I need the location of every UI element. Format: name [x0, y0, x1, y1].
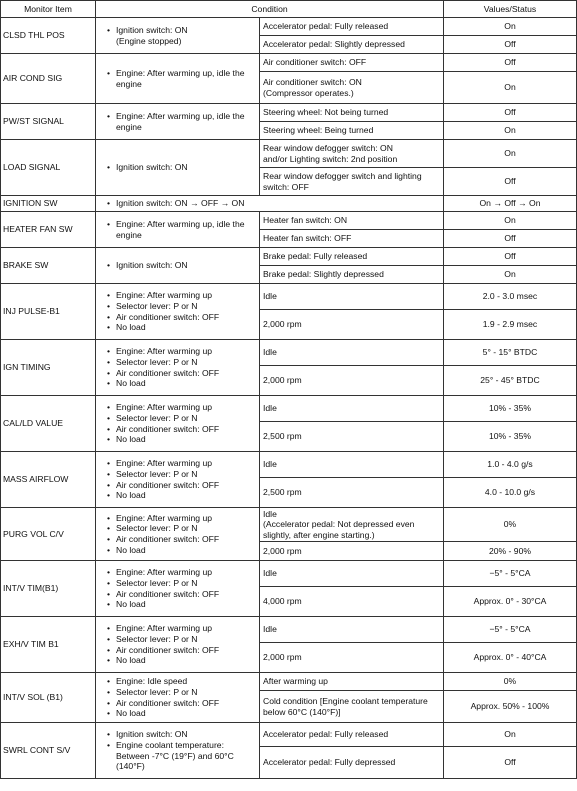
value-status: 0% [444, 673, 577, 691]
sub-condition: 2,000 rpm [260, 366, 444, 396]
monitor-item: INT/V SOL (B1) [1, 673, 96, 723]
sub-condition: 2,000 rpm [260, 542, 444, 561]
sub-condition: Rear window defogger switch and lighting switch: OFF [260, 168, 444, 196]
condition-cell [96, 248, 260, 284]
table-row [1, 196, 577, 212]
condition-item: • Selector lever: P or N [107, 413, 256, 424]
condition-item: • Selector lever: P or N [107, 357, 256, 368]
condition-item: • Engine coolant temperature: Between -7°C (19°F) and 60°C (140°F) [107, 740, 256, 772]
condition-item: • Air conditioner switch: OFF [107, 534, 256, 545]
monitor-item: MASS AIRFLOW [1, 452, 96, 508]
table-row [1, 452, 577, 478]
sub-condition: Steering wheel: Not being turned [260, 104, 444, 122]
sub-condition: 2,500 rpm [260, 478, 444, 508]
condition-item: • Selector lever: P or N [107, 634, 256, 645]
condition-item: • Engine: After warming up [107, 623, 256, 634]
table-row [1, 212, 577, 230]
condition-list [99, 729, 256, 771]
condition-list [99, 219, 256, 240]
condition-item: • Air conditioner switch: OFF [107, 698, 256, 709]
value-status: −5° - 5°CA [444, 617, 577, 643]
condition-list [99, 346, 256, 388]
table-row [1, 284, 577, 310]
condition-item: • No load [107, 434, 256, 445]
condition-item: • No load [107, 545, 256, 556]
monitor-item: BRAKE SW [1, 248, 96, 284]
condition-item: • Ignition switch: ON → OFF → ON [107, 198, 440, 209]
monitor-item: INT/V TIM(B1) [1, 561, 96, 617]
condition-cell [96, 54, 260, 104]
table-row [1, 18, 577, 36]
sub-condition: Accelerator pedal: Slightly depressed [260, 36, 444, 54]
condition-item: • Air conditioner switch: OFF [107, 645, 256, 656]
value-status: 1.0 - 4.0 g/s [444, 452, 577, 478]
condition-item: • No load [107, 322, 256, 333]
table-row [1, 140, 577, 168]
value-status: Off [444, 747, 577, 779]
sub-condition: Accelerator pedal: Fully depressed [260, 747, 444, 779]
value-status: On [444, 723, 577, 747]
value-status: On [444, 122, 577, 140]
condition-item: • Selector lever: P or N [107, 523, 256, 534]
monitor-item: IGNITION SW [1, 196, 96, 212]
value-status: 1.9 - 2.9 msec [444, 310, 577, 340]
sub-condition: Idle [260, 617, 444, 643]
sub-condition: 2,000 rpm [260, 310, 444, 340]
monitor-item: AIR COND SIG [1, 54, 96, 104]
value-status: 25° - 45° BTDC [444, 366, 577, 396]
value-status: Off [444, 230, 577, 248]
condition-cell [96, 723, 260, 779]
value-status: −5° - 5°CA [444, 561, 577, 587]
condition-item: • Ignition switch: ON (Engine stopped) [107, 25, 256, 46]
table-row [1, 340, 577, 366]
sub-condition: Accelerator pedal: Fully released [260, 723, 444, 747]
condition-item: • Selector lever: P or N [107, 301, 256, 312]
monitor-item: PURG VOL C/V [1, 508, 96, 561]
condition-cell [96, 561, 260, 617]
table-row [1, 673, 577, 691]
condition-list [99, 623, 256, 665]
value-status: Off [444, 104, 577, 122]
condition-cell [96, 673, 260, 723]
table-row [1, 508, 577, 542]
condition-list [99, 111, 256, 132]
monitor-item: CAL/LD VALUE [1, 396, 96, 452]
value-status: On [444, 140, 577, 168]
value-status: Off [444, 168, 577, 196]
sub-condition: Brake pedal: Fully released [260, 248, 444, 266]
condition-item: • No load [107, 708, 256, 719]
value-status: Approx. 0° - 30°CA [444, 587, 577, 617]
sub-condition: Brake pedal: Slightly depressed [260, 266, 444, 284]
condition-list [99, 458, 256, 500]
condition-item: • Air conditioner switch: OFF [107, 589, 256, 600]
value-status: 4.0 - 10.0 g/s [444, 478, 577, 508]
condition-item: • Engine: After warming up [107, 567, 256, 578]
value-status: On [444, 72, 577, 104]
sub-condition: 2,000 rpm [260, 643, 444, 673]
monitor-item: EXH/V TIM B1 [1, 617, 96, 673]
sub-condition: Idle [260, 561, 444, 587]
value-status: Approx. 50% - 100% [444, 691, 577, 723]
condition-item: • Engine: After warming up, idle the engine [107, 219, 256, 240]
condition-cell [96, 212, 260, 248]
header-values-status: Values/Status [444, 1, 577, 18]
sub-condition: 2,500 rpm [260, 422, 444, 452]
condition-item: • No load [107, 378, 256, 389]
sub-condition: Heater fan switch: OFF [260, 230, 444, 248]
monitor-item: CLSD THL POS [1, 18, 96, 54]
table-header-row [1, 1, 577, 18]
table-row [1, 723, 577, 747]
condition-list [99, 676, 256, 718]
condition-cell [96, 340, 260, 396]
monitor-item: SWRL CONT S/V [1, 723, 96, 779]
condition-item: • Engine: After warming up [107, 402, 256, 413]
value-status: 2.0 - 3.0 msec [444, 284, 577, 310]
sub-condition: Steering wheel: Being turned [260, 122, 444, 140]
header-monitor-item: Monitor Item [1, 1, 96, 18]
table-row [1, 396, 577, 422]
value-status: On → Off → On [444, 196, 577, 212]
condition-item: • No load [107, 655, 256, 666]
sub-condition: 4,000 rpm [260, 587, 444, 617]
condition-cell [96, 284, 260, 340]
value-status: 5° - 15° BTDC [444, 340, 577, 366]
condition-list [99, 162, 256, 173]
condition-cell [96, 140, 260, 196]
condition-item: • Engine: After warming up [107, 513, 256, 524]
condition-item: • Air conditioner switch: OFF [107, 424, 256, 435]
value-status: 10% - 35% [444, 422, 577, 452]
condition-item: • Selector lever: P or N [107, 578, 256, 589]
condition-item: • Selector lever: P or N [107, 469, 256, 480]
table-body [1, 18, 577, 779]
monitor-item: INJ PULSE-B1 [1, 284, 96, 340]
condition-item: • Ignition switch: ON [107, 729, 256, 740]
sub-condition: Heater fan switch: ON [260, 212, 444, 230]
condition-cell [96, 508, 260, 561]
condition-cell [96, 617, 260, 673]
condition-item: • Engine: After warming up [107, 346, 256, 357]
monitor-item: PW/ST SIGNAL [1, 104, 96, 140]
condition-list [99, 290, 256, 332]
condition-item: • Engine: After warming up, idle the engine [107, 68, 256, 89]
condition-list [99, 513, 256, 555]
table-row [1, 104, 577, 122]
condition-list [99, 402, 256, 444]
value-status: Off [444, 54, 577, 72]
sub-condition: Air conditioner switch: ON (Compressor operates.) [260, 72, 444, 104]
condition-item: • Engine: After warming up [107, 458, 256, 469]
value-status: 0% [444, 508, 577, 542]
value-status: Off [444, 248, 577, 266]
header-condition: Condition [96, 1, 444, 18]
condition-cell [96, 104, 260, 140]
condition-cell [96, 196, 444, 212]
condition-list [99, 198, 440, 209]
sub-condition: Idle (Accelerator pedal: Not depressed even slightly, after engine starting.) [260, 508, 444, 542]
table-row [1, 248, 577, 266]
value-status: On [444, 212, 577, 230]
sub-condition: After warming up [260, 673, 444, 691]
condition-item: • Engine: After warming up, idle the engine [107, 111, 256, 132]
sub-condition: Accelerator pedal: Fully released [260, 18, 444, 36]
value-status: Approx. 0° - 40°CA [444, 643, 577, 673]
sub-condition: Idle [260, 452, 444, 478]
condition-item: • Air conditioner switch: OFF [107, 368, 256, 379]
table-row [1, 561, 577, 587]
condition-item: • No load [107, 490, 256, 501]
condition-item: • Ignition switch: ON [107, 162, 256, 173]
monitor-item: LOAD SIGNAL [1, 140, 96, 196]
condition-list [99, 68, 256, 89]
condition-cell [96, 396, 260, 452]
condition-item: • No load [107, 599, 256, 610]
condition-item: • Engine: Idle speed [107, 676, 256, 687]
condition-cell [96, 18, 260, 54]
value-status: 20% - 90% [444, 542, 577, 561]
condition-list [99, 25, 256, 46]
condition-item: • Selector lever: P or N [107, 687, 256, 698]
value-status: 10% - 35% [444, 396, 577, 422]
sub-condition: Cold condition [Engine coolant temperature below 60°C (140°F)] [260, 691, 444, 723]
value-status: Off [444, 36, 577, 54]
condition-item: • Engine: After warming up [107, 290, 256, 301]
sub-condition: Rear window defogger switch: ON and/or Lighting switch: 2nd position [260, 140, 444, 168]
condition-list [99, 567, 256, 609]
condition-item: • Air conditioner switch: OFF [107, 480, 256, 491]
monitor-item: IGN TIMING [1, 340, 96, 396]
sub-condition: Idle [260, 396, 444, 422]
sub-condition: Air conditioner switch: OFF [260, 54, 444, 72]
condition-list [99, 260, 256, 271]
value-status: On [444, 18, 577, 36]
value-status: On [444, 266, 577, 284]
condition-item: • Ignition switch: ON [107, 260, 256, 271]
table-row [1, 54, 577, 72]
sub-condition: Idle [260, 340, 444, 366]
table-row [1, 617, 577, 643]
sub-condition: Idle [260, 284, 444, 310]
monitor-item: HEATER FAN SW [1, 212, 96, 248]
condition-cell [96, 452, 260, 508]
condition-item: • Air conditioner switch: OFF [107, 312, 256, 323]
